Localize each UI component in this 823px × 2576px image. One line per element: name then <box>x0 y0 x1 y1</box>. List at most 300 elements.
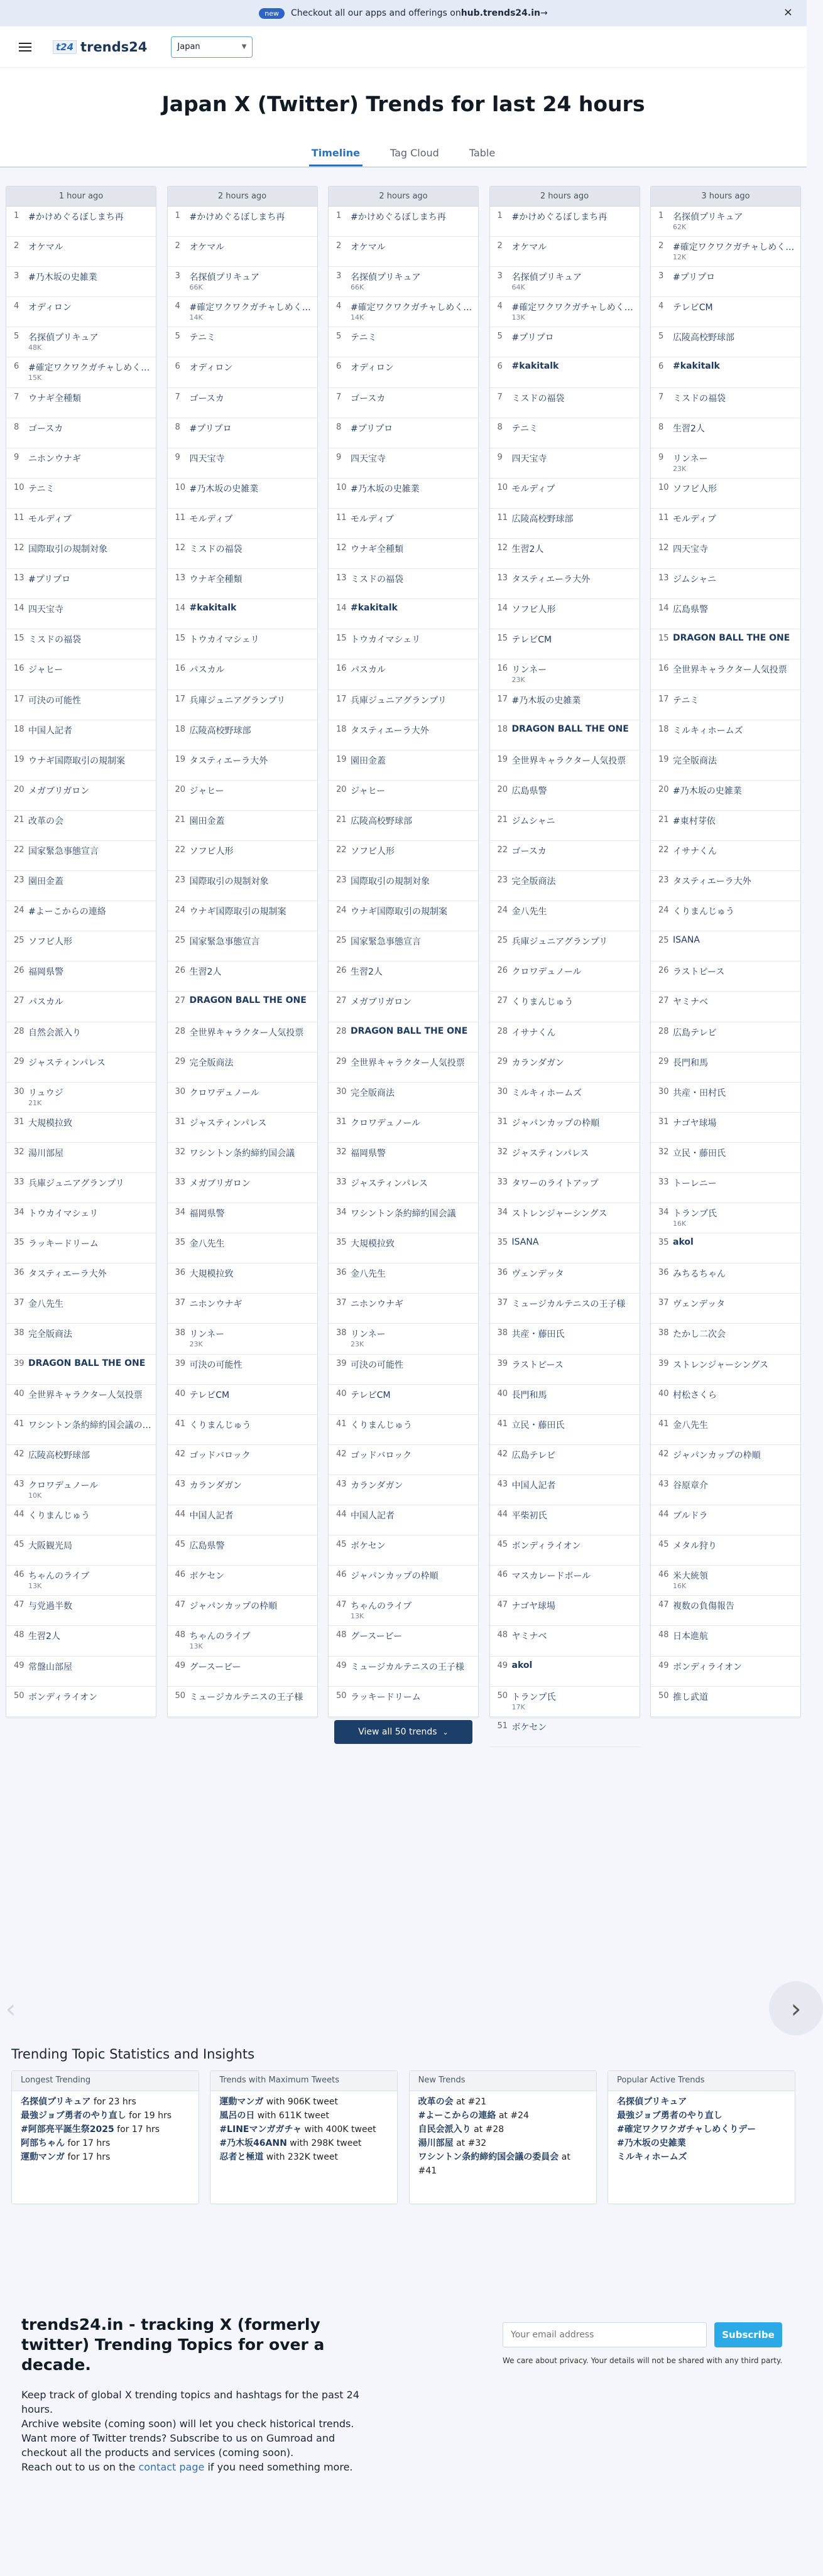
trend-link[interactable]: ゴッドバロック <box>189 1450 251 1461</box>
subscribe-button[interactable]: Subscribe <box>714 2322 782 2347</box>
stat-trend-link[interactable]: 運動マンガ <box>21 2152 65 2162</box>
trend-link[interactable]: #かけめぐるぼしまち再 <box>511 212 608 222</box>
trend-link[interactable]: カランダガン <box>351 1480 403 1491</box>
trend-link[interactable]: 中国人記者 <box>189 1511 234 1522</box>
trend-link[interactable]: 立民・藤田氏 <box>673 1148 726 1159</box>
stat-trend-link[interactable]: ミルキィホームズ <box>616 2152 687 2162</box>
trend-info <box>673 1026 800 1039</box>
trend-link[interactable]: グースービー <box>351 1632 403 1642</box>
trend-link[interactable]: オディロン <box>189 363 233 374</box>
trend-link[interactable]: 生習2人 <box>673 423 705 434</box>
trend-link[interactable]: ミスドの福袋 <box>673 393 726 404</box>
trend-link[interactable]: トランプ氏 <box>511 1692 556 1702</box>
trend-link[interactable]: ミュージカルテニスの王子様 <box>511 1299 626 1310</box>
stat-detail: with 400K tweet <box>302 2124 376 2135</box>
trend-link[interactable]: 共産・田村氏 <box>673 1088 726 1098</box>
close-icon[interactable]: × <box>783 6 793 19</box>
trend-link[interactable]: #プリプロ <box>189 423 232 434</box>
trend-link[interactable]: ジャヒー <box>28 665 63 676</box>
stat-trend-link[interactable]: 湯川部屋 <box>418 2138 454 2148</box>
trend-link[interactable]: タスティエーラ大外 <box>351 725 429 736</box>
trend-link[interactable]: ボンディライオン <box>673 1662 743 1672</box>
trend-link[interactable]: ヤミナベ <box>511 1632 547 1642</box>
trend-link[interactable]: 名探偵プリキュア <box>351 273 421 283</box>
trend-link[interactable]: テニミ <box>189 333 215 344</box>
trend-link[interactable]: クロワデュノール <box>28 1480 99 1491</box>
trend-link[interactable]: クロワデュノール <box>511 967 582 978</box>
trend-link[interactable]: ゴースカ <box>351 393 386 404</box>
trend-link[interactable]: 全世界キャラクター人気投票 <box>28 1390 143 1400</box>
banner-link[interactable]: hub.trends24.in <box>461 8 540 18</box>
trend-link[interactable]: 金八先生 <box>673 1420 708 1431</box>
trend-link[interactable]: パスカル <box>351 665 386 676</box>
trend-link[interactable]: 米大統領 <box>673 1571 708 1582</box>
trend-link[interactable]: ゴースカ <box>28 423 63 434</box>
trend-link[interactable]: DRAGON BALL THE ONE <box>351 1026 468 1036</box>
trend-link[interactable]: 国家緊急事態宣言 <box>351 937 421 948</box>
trend-link[interactable]: ジャパンカップの枠順 <box>673 1450 761 1461</box>
trend-link[interactable]: トーレニー <box>673 1179 717 1189</box>
trend-link[interactable]: 全世界キャラクター人気投票 <box>511 755 626 766</box>
trend-link[interactable]: 完全版商法 <box>511 877 556 887</box>
trend-link[interactable]: 金八先生 <box>28 1299 63 1310</box>
trend-link[interactable]: ソフビ人形 <box>511 605 556 615</box>
trend-link[interactable]: 名探偵プリキュア <box>189 273 259 283</box>
trend-link[interactable]: 四天宝寺 <box>351 453 386 464</box>
trend-link[interactable]: 村松さくら <box>673 1390 717 1400</box>
trend-link[interactable]: トランプ氏 <box>673 1209 717 1220</box>
trend-link[interactable]: #プリプロ <box>351 423 393 434</box>
trend-link[interactable]: ゴースカ <box>511 846 547 857</box>
trend-link[interactable]: 兵庫ジュニアグランプリ <box>189 695 286 706</box>
trend-link[interactable]: テニミ <box>28 484 55 494</box>
stat-trend-link[interactable]: 最強ジョブ勇者のやり直し <box>616 2111 722 2121</box>
trend-link[interactable]: ヴェンデッタ <box>673 1299 726 1310</box>
trend-rank: 38 <box>14 1328 25 1338</box>
trend-link[interactable]: ウナギ全種類 <box>351 544 403 555</box>
trend-link[interactable]: 可決の可能性 <box>28 695 81 706</box>
trend-link[interactable]: 福岡県警 <box>28 967 63 978</box>
trend-link[interactable]: ナゴヤ球場 <box>673 1118 717 1128</box>
trend-link[interactable]: DRAGON BALL THE ONE <box>189 995 307 1006</box>
trend-link[interactable]: 完全版商法 <box>28 1329 72 1340</box>
trend-link[interactable]: ニホンウナギ <box>189 1299 243 1310</box>
trend-link[interactable]: 大規模拉致 <box>189 1269 234 1280</box>
trend-link[interactable]: 兵庫ジュニアグランプリ <box>28 1179 124 1189</box>
stat-trend-link[interactable]: 改革の会 <box>418 2097 454 2107</box>
trend-link[interactable]: #乃木坂の史雑業 <box>511 695 581 706</box>
trend-link[interactable]: トウカイマシェリ <box>351 635 421 646</box>
email-input[interactable] <box>503 2322 707 2347</box>
trend-link[interactable]: 大規模拉致 <box>28 1118 72 1128</box>
trend-link[interactable]: テレビCM <box>189 1390 230 1400</box>
trend-link[interactable]: 四天宝寺 <box>511 453 547 464</box>
trend-link[interactable]: くりまんじゅう <box>673 907 734 917</box>
trend-link[interactable]: 全世界キャラクター人気投票 <box>673 665 787 676</box>
trend-link[interactable]: DRAGON BALL THE ONE <box>673 633 790 644</box>
trend-link[interactable]: DRAGON BALL THE ONE <box>28 1358 146 1368</box>
stat-trend-link[interactable]: #乃木坂46ANN <box>219 2138 287 2148</box>
trend-info <box>28 452 156 465</box>
trend-link[interactable]: 完全版商法 <box>189 1058 234 1068</box>
menu-icon[interactable] <box>19 40 31 54</box>
trend-link[interactable]: ジャスティンパレス <box>189 1118 267 1128</box>
trend-link[interactable]: 園田金蓋 <box>28 877 63 887</box>
trend-link[interactable]: #よーこからの連絡 <box>28 907 106 917</box>
trend-link[interactable]: ミルキィホームズ <box>511 1088 582 1098</box>
trend-row <box>329 1203 478 1233</box>
trend-link[interactable]: 自然会派入り <box>28 1027 81 1038</box>
trend-link[interactable]: ヴェンデッタ <box>511 1269 564 1280</box>
stat-trend-link[interactable]: ワシントン条約締約国会議の委員会 <box>418 2152 559 2162</box>
trend-link[interactable]: ソフビ人形 <box>351 846 395 857</box>
trend-link[interactable]: 国家緊急事態宣言 <box>28 846 99 857</box>
trend-link[interactable]: 生習2人 <box>189 967 222 978</box>
trend-link[interactable]: モルディブ <box>673 514 716 524</box>
trend-link[interactable]: タスティエーラ大外 <box>189 755 268 766</box>
contact-link[interactable]: contact page <box>138 2461 205 2473</box>
trend-link[interactable]: 平柴初氏 <box>511 1511 547 1522</box>
trend-link[interactable]: ストレンジャーシングス <box>673 1360 768 1370</box>
trend-link[interactable]: 生習2人 <box>351 967 383 978</box>
stat-trend-link[interactable]: #乃木坂の史雑業 <box>616 2138 686 2148</box>
trend-link[interactable]: 広陵高校野球部 <box>351 816 412 826</box>
trend-link[interactable]: 共産・藤田氏 <box>511 1329 565 1340</box>
trend-link[interactable]: クロワデュノール <box>351 1118 421 1128</box>
stat-trend-link[interactable]: 運動マンガ <box>219 2097 264 2107</box>
trend-link[interactable]: モルディブ <box>351 514 394 524</box>
stat-card-body <box>608 2091 795 2168</box>
trend-link[interactable]: トウカイマシェリ <box>28 1209 99 1220</box>
trend-info <box>512 1569 640 1582</box>
trend-link[interactable]: 国際取引の規制対象 <box>351 877 430 887</box>
trend-link[interactable]: 広陵高校野球部 <box>189 725 251 736</box>
trend-link[interactable]: 金八先生 <box>351 1269 386 1280</box>
trend-link[interactable]: ボケセン <box>189 1571 225 1582</box>
trend-link[interactable]: 立民・藤田氏 <box>511 1420 565 1431</box>
stat-trend-link[interactable]: 阿部ちゃん <box>21 2138 65 2148</box>
trend-link[interactable]: 園田金蓋 <box>189 816 225 826</box>
trend-link[interactable]: akol <box>673 1237 694 1248</box>
trend-link[interactable]: ボケセン <box>511 1722 547 1733</box>
trend-link[interactable]: たかし二次会 <box>673 1329 726 1340</box>
trend-link[interactable]: ヤミナベ <box>673 997 708 1008</box>
trend-link[interactable]: みちるちゃん <box>673 1269 726 1280</box>
trend-info <box>28 965 156 978</box>
trend-rank: 33 <box>14 1177 25 1187</box>
trend-link[interactable]: DRAGON BALL THE ONE <box>511 723 629 734</box>
trend-link[interactable]: 大阪観光局 <box>28 1541 72 1552</box>
trend-link[interactable]: パスカル <box>189 665 225 676</box>
trend-link[interactable]: ウナギ全種類 <box>28 393 81 404</box>
trend-link[interactable]: メガブリガロン <box>28 786 90 796</box>
trend-link[interactable]: 四天宝寺 <box>189 453 225 464</box>
stat-trend-link[interactable]: #阿部亮平誕生祭2025 <box>21 2124 114 2135</box>
country-select[interactable] <box>171 36 253 58</box>
trend-link[interactable]: 広島県警 <box>189 1541 225 1552</box>
trend-link[interactable]: モルディブ <box>189 514 233 524</box>
previous-arrow-icon[interactable]: ‹ <box>0 1981 38 2035</box>
trend-link[interactable]: 長門和馬 <box>511 1390 547 1400</box>
trend-link[interactable]: 複数の負傷報告 <box>673 1601 734 1612</box>
trend-link[interactable]: モルディブ <box>28 514 72 524</box>
trend-link[interactable]: #かけめぐるぼしまち再 <box>28 212 124 222</box>
trend-row <box>6 961 156 992</box>
trend-link[interactable]: オケマル <box>351 242 386 253</box>
trend-link[interactable]: #プリプロ <box>673 273 716 283</box>
trend-link[interactable]: ボンディライオン <box>511 1541 581 1552</box>
trend-link[interactable]: カランダガン <box>189 1480 242 1491</box>
trend-link[interactable]: ソフビ人形 <box>673 484 717 494</box>
trend-link[interactable]: 広島県警 <box>673 605 708 615</box>
trend-link[interactable]: ストレンジャーシングス <box>511 1209 608 1220</box>
trend-link[interactable]: ラッキードリーム <box>28 1239 99 1250</box>
trend-link[interactable]: 全世界キャラクター人気投票 <box>351 1058 465 1068</box>
trend-link[interactable]: ラッキードリーム <box>351 1692 421 1702</box>
trend-link[interactable]: 中国人記者 <box>28 725 72 736</box>
trend-link[interactable]: ワシントン条約締約国会議 <box>189 1148 295 1159</box>
trend-link[interactable]: 中国人記者 <box>351 1511 395 1522</box>
trend-link[interactable]: ジャパンカップの枠順 <box>189 1601 278 1612</box>
trend-link[interactable]: テニミ <box>351 333 377 344</box>
trend-link[interactable]: #プリプロ <box>511 333 554 344</box>
trend-link[interactable]: ニホンウナギ <box>351 1299 403 1310</box>
trend-link[interactable]: #プリプロ <box>28 575 71 585</box>
trend-link[interactable]: ジャパンカップの枠順 <box>351 1571 439 1582</box>
trend-link[interactable]: ゴースカ <box>189 393 224 404</box>
trend-link[interactable]: #確定ワクワクガチャしめく… <box>189 303 311 313</box>
trend-link[interactable]: ゴッドバロック <box>351 1450 412 1461</box>
trend-link[interactable]: リンネー <box>189 1329 225 1340</box>
trend-link[interactable]: 広島テレビ <box>511 1450 556 1461</box>
trend-link[interactable]: モルディブ <box>511 484 555 494</box>
next-arrow-icon[interactable]: › <box>769 1981 823 2035</box>
trend-link[interactable]: 広島テレビ <box>673 1027 717 1038</box>
trend-link[interactable]: 名探偵プリキュア <box>28 333 99 344</box>
trend-link[interactable]: ジムシャニ <box>673 575 717 585</box>
trend-rank: 35 <box>14 1238 25 1248</box>
trend-link[interactable]: 生習2人 <box>28 1632 60 1642</box>
trend-link[interactable]: 金八先生 <box>511 907 547 917</box>
trend-link[interactable]: リンネー <box>351 1329 386 1340</box>
trend-link[interactable]: ミュージカルテニスの王子様 <box>189 1692 303 1702</box>
stat-trend-link[interactable]: 最強ジョブ勇者のやり直し <box>21 2111 126 2121</box>
tab-table[interactable]: Table <box>469 147 496 159</box>
trend-link[interactable]: 全世界キャラクター人気投票 <box>189 1027 304 1038</box>
trend-link[interactable]: テレビCM <box>351 1390 391 1400</box>
trend-link[interactable]: 常盤山部屋 <box>28 1662 72 1672</box>
trend-link[interactable]: ウナギ国際取引の規制案 <box>28 755 125 766</box>
trend-link[interactable]: メガブリガロン <box>351 997 412 1008</box>
tab-timeline[interactable]: Timeline <box>309 139 362 166</box>
trend-link[interactable]: 湯川部屋 <box>28 1148 63 1159</box>
trend-link[interactable]: ウナギ全種類 <box>189 575 243 585</box>
trend-link[interactable]: くりまんじゅう <box>351 1420 412 1431</box>
trend-link[interactable]: メタル狩り <box>673 1541 717 1552</box>
trend-link[interactable]: #kakitalk <box>511 361 559 372</box>
trend-link[interactable]: マスカレードボール <box>511 1571 591 1582</box>
trend-link[interactable]: 与党過半数 <box>28 1601 72 1612</box>
trend-link[interactable]: #かけめぐるぼしまち再 <box>351 212 446 222</box>
trend-link[interactable]: ウナギ国際取引の規制案 <box>189 907 286 917</box>
trend-link[interactable]: ミスドの福袋 <box>28 635 81 646</box>
trend-link[interactable]: 福岡県警 <box>351 1148 386 1159</box>
trend-link[interactable]: #確定ワクワクガチャしめく… <box>351 303 472 313</box>
trend-link[interactable]: オケマル <box>511 242 547 253</box>
trend-link[interactable]: 長門和馬 <box>673 1058 708 1068</box>
trend-link[interactable]: テレビCM <box>511 635 552 646</box>
trend-link[interactable]: 広陵高校野球部 <box>511 514 574 524</box>
trend-link[interactable]: トウカイマシェリ <box>189 635 259 646</box>
trend-link[interactable]: #乃木坂の史雑業 <box>351 484 420 494</box>
trend-link[interactable]: ラストピース <box>511 1360 564 1370</box>
trend-link[interactable]: オディロン <box>351 363 394 374</box>
trend-link[interactable]: テニミ <box>673 695 699 706</box>
trend-link[interactable]: ジャヒー <box>189 786 224 796</box>
trend-link[interactable]: 大規模拉致 <box>351 1239 395 1250</box>
trend-link[interactable]: 可決の可能性 <box>189 1360 243 1370</box>
trend-link[interactable]: オディロン <box>28 303 72 313</box>
trend-link[interactable]: タスティエーラ大外 <box>28 1269 107 1280</box>
trend-link[interactable]: ジャスティンパレス <box>28 1058 106 1068</box>
trend-link[interactable]: 国際取引の規制対象 <box>28 544 107 555</box>
trend-link[interactable]: ミスドの福袋 <box>511 393 565 404</box>
trend-link[interactable]: ジャスティンパレス <box>511 1148 589 1159</box>
trend-link[interactable]: #確定ワクワクガチャしめく… <box>511 303 633 313</box>
trend-link[interactable]: 改革の会 <box>28 816 63 826</box>
stat-trend-link[interactable]: 自民会派入り <box>418 2124 471 2135</box>
trend-link[interactable]: テニミ <box>511 423 538 434</box>
trend-link[interactable]: 国際取引の規制対象 <box>189 877 269 887</box>
stat-trend-link[interactable]: 風呂の日 <box>219 2111 255 2121</box>
trend-link[interactable]: 広陵高校野球部 <box>28 1450 90 1461</box>
trend-link[interactable]: オケマル <box>189 242 225 253</box>
stat-trend-link[interactable]: #LINEマンガガチャ <box>219 2124 302 2135</box>
trend-link[interactable]: リンネー <box>511 665 547 676</box>
trend-link[interactable]: ニホンウナギ <box>28 453 81 464</box>
trend-link[interactable]: 園田金蓋 <box>351 755 386 766</box>
trend-link[interactable]: ラストピース <box>673 967 725 978</box>
trend-link[interactable]: タスティエーラ大外 <box>511 575 591 585</box>
trend-link[interactable]: #kakitalk <box>673 361 720 372</box>
trend-link[interactable]: #乃木坂の史雑業 <box>673 786 742 796</box>
trend-link[interactable]: ウナギ国際取引の規制案 <box>351 907 447 917</box>
trend-link[interactable]: 兵庫ジュニアグランプリ <box>511 937 608 948</box>
trend-link[interactable]: 四天宝寺 <box>673 544 708 555</box>
trend-link[interactable]: ワシントン条約締約国会議の… <box>28 1420 151 1431</box>
trend-link[interactable]: イサナくん <box>673 846 717 857</box>
trend-link[interactable]: イサナくん <box>511 1027 556 1038</box>
stat-trend-link[interactable]: #よーこからの連絡 <box>418 2111 496 2121</box>
trend-link[interactable]: テレビCM <box>673 303 713 313</box>
trend-link[interactable]: ジャパンカップの枠順 <box>511 1118 600 1128</box>
trend-link[interactable]: ミスドの福袋 <box>189 544 243 555</box>
trend-link[interactable]: ジャヒー <box>351 786 386 796</box>
trend-link[interactable]: オケマル <box>28 242 63 253</box>
trend-link[interactable]: ISANA <box>673 935 700 946</box>
trend-link[interactable]: ソフビ人形 <box>28 937 72 948</box>
trend-link[interactable]: #乃木坂の史雑業 <box>28 273 97 283</box>
trend-row <box>168 327 317 357</box>
trend-link[interactable]: ミュージカルテニスの王子様 <box>351 1662 464 1672</box>
trend-link[interactable]: #確定ワクワクガチャしめく… <box>28 363 150 374</box>
trend-link[interactable]: カランダガン <box>511 1058 564 1068</box>
trend-link[interactable]: ちゃんのライブ <box>28 1571 90 1582</box>
trend-link[interactable]: リンネー <box>673 453 708 464</box>
trend-link[interactable]: くりまんじゅう <box>189 1420 251 1431</box>
trend-link[interactable]: #東村芽依 <box>673 816 716 826</box>
trend-link[interactable]: #乃木坂の史雑業 <box>189 484 259 494</box>
stat-trend-link[interactable]: 忍者と極道 <box>219 2152 264 2162</box>
trend-link[interactable]: #かけめぐるぼしまち再 <box>189 212 285 222</box>
trend-link[interactable]: 日本進航 <box>673 1632 708 1642</box>
trend-rank: 4 <box>175 301 180 311</box>
trend-link[interactable]: akol <box>511 1660 533 1670</box>
trend-link[interactable]: ちゃんのライブ <box>189 1632 251 1642</box>
trend-link[interactable]: ボンディライオン <box>28 1692 98 1702</box>
trend-link[interactable]: 谷原章介 <box>673 1480 708 1491</box>
stat-trend-link[interactable]: 名探偵プリキュア <box>616 2097 687 2107</box>
view-all-button[interactable] <box>334 1720 472 1744</box>
trend-link[interactable]: 可決の可能性 <box>351 1360 403 1370</box>
trend-link[interactable]: リュウジ <box>28 1088 63 1098</box>
trend-link[interactable]: 福岡県警 <box>189 1209 225 1220</box>
trend-link[interactable]: ISANA <box>511 1237 539 1248</box>
trend-link[interactable]: 完全版商法 <box>673 755 717 766</box>
trend-link[interactable]: ジャスティンパレス <box>351 1179 428 1189</box>
trend-link[interactable]: タスティエーラ大外 <box>673 877 751 887</box>
trend-link[interactable]: パスカル <box>28 997 63 1008</box>
trend-link[interactable]: ボケセン <box>351 1541 386 1552</box>
stat-trend-link[interactable]: 名探偵プリキュア <box>21 2097 91 2107</box>
trend-link[interactable]: メガブリガロン <box>189 1179 251 1189</box>
trend-link[interactable]: 完全版商法 <box>351 1088 395 1098</box>
trend-link[interactable]: #kakitalk <box>189 603 237 614</box>
trend-link[interactable]: ワシントン条約締約国会議 <box>351 1209 456 1220</box>
trend-link[interactable]: グースービー <box>189 1662 241 1672</box>
trend-link[interactable]: ナゴヤ球場 <box>511 1601 555 1612</box>
tab-tag-cloud[interactable]: Tag Cloud <box>390 147 439 159</box>
logo[interactable] <box>53 40 147 55</box>
trend-link[interactable]: 広陵高校野球部 <box>673 333 734 344</box>
trend-link[interactable]: 名探偵プリキュア <box>511 273 582 283</box>
trend-link[interactable]: 名探偵プリキュア <box>673 212 743 222</box>
trend-link[interactable]: ソフビ人形 <box>189 846 234 857</box>
trend-link[interactable]: #確定ワクワクガチャしめく… <box>673 242 795 253</box>
trend-link[interactable]: 兵庫ジュニアグランプリ <box>351 695 447 706</box>
trend-link[interactable]: ミスドの福袋 <box>351 575 403 585</box>
trend-link[interactable]: 生習2人 <box>511 544 544 555</box>
trend-link[interactable]: くりまんじゅう <box>511 997 574 1008</box>
trend-link[interactable]: 推し武道 <box>673 1692 708 1702</box>
trend-link[interactable]: クロワデュノール <box>189 1088 259 1098</box>
trend-link[interactable]: 国家緊急事態宣言 <box>189 937 260 948</box>
trend-link[interactable]: 四天宝寺 <box>28 605 63 615</box>
stat-trend-link[interactable]: #確定ワクワクガチャしめくりデー <box>616 2124 756 2135</box>
trend-link[interactable]: #kakitalk <box>351 603 398 614</box>
trend-link[interactable]: ジムシャニ <box>511 816 555 826</box>
trend-link[interactable]: 広島県警 <box>511 786 547 796</box>
trend-link[interactable]: くりまんじゅう <box>28 1511 90 1522</box>
trend-row <box>651 207 800 237</box>
trend-info <box>673 1358 800 1371</box>
trend-link[interactable]: ミルキィホームズ <box>673 725 743 736</box>
trend-link[interactable]: タワーのライトアップ <box>511 1179 599 1189</box>
trend-link[interactable]: ちゃんのライブ <box>351 1601 412 1612</box>
trend-link[interactable]: ブルドラ <box>673 1511 708 1522</box>
trend-link[interactable]: 中国人記者 <box>511 1480 556 1491</box>
trend-link[interactable]: 金八先生 <box>189 1239 225 1250</box>
